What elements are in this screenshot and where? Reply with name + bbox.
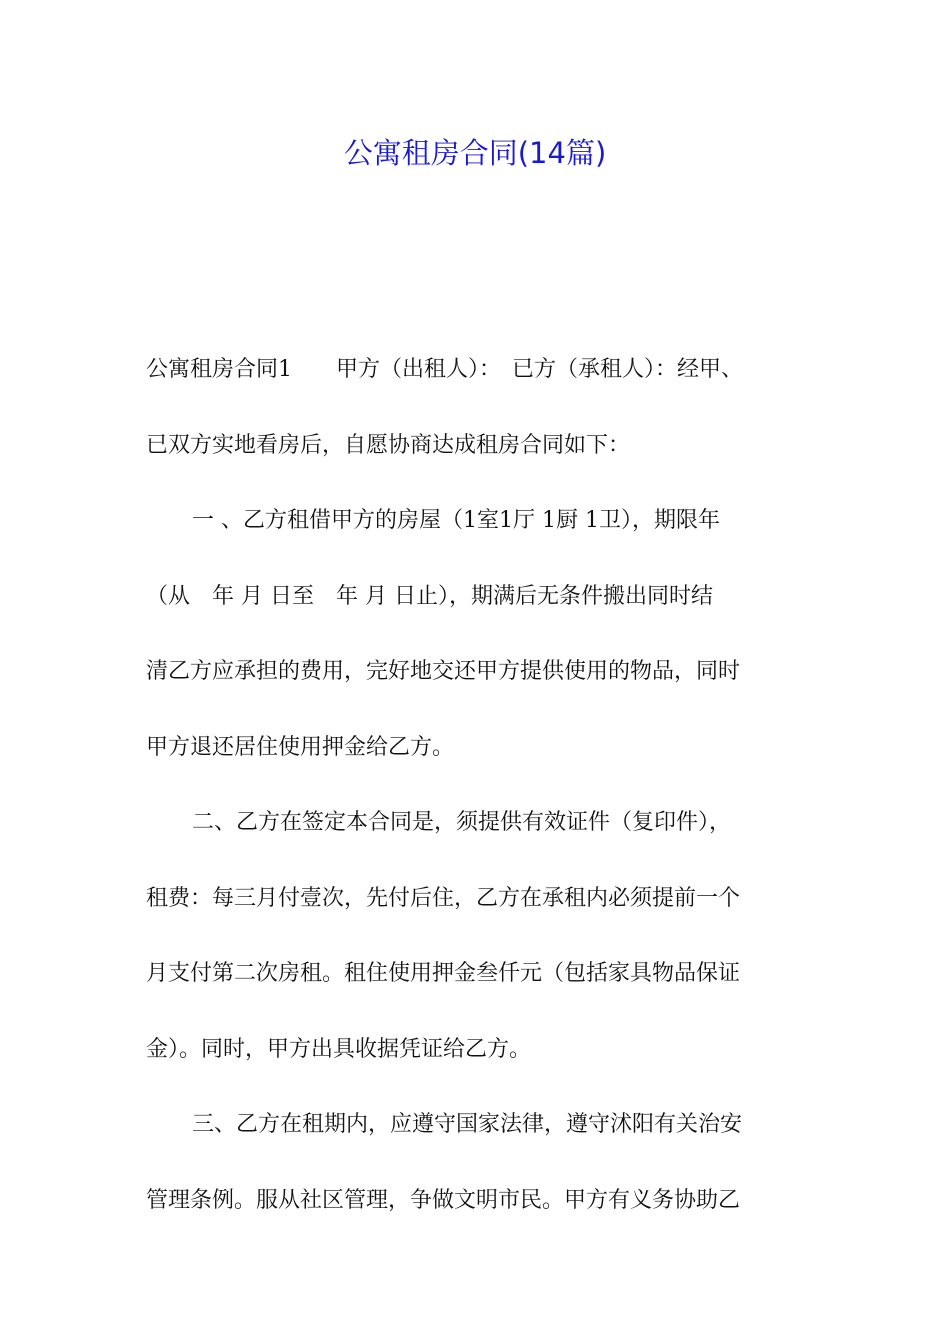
document-title: 公寓租房合同(14篇) — [343, 136, 607, 170]
body-line: 公寓租房合同1 甲方（出租人）： 已方（承租人）：经甲、 — [146, 357, 743, 382]
body-line: 甲方退还居住使用押金给乙方。 — [146, 734, 455, 760]
body-line: 月支付第二次房租。租住使用押金叁仟元（包括家具物品保证 — [146, 961, 741, 986]
body-line: 租费：每三月付壹次，先付后住，乙方在承租内必须提前一个 — [146, 885, 741, 911]
body-line: 一 、乙方租借甲方的房屋（1室1厅 1厨 1卫），期限年 — [192, 508, 720, 533]
body-line: 金）。同时，甲方出具收据凭证给乙方。 — [146, 1036, 532, 1062]
body-line: 已双方实地看房后，自愿协商达成租房合同如下： — [146, 432, 631, 458]
body-line: 二、乙方在签定本合同是，须提供有效证件（复印件）， — [192, 810, 732, 835]
body-line: （从 年 月 日至 年 月 日止），期满后无条件搬出同时结 — [146, 583, 713, 609]
body-line: 清乙方应承担的费用，完好地交还甲方提供使用的物品，同时 — [146, 659, 741, 684]
body-line: 三、乙方在租期内，应遵守国家法律，遵守沭阳有关治安 — [192, 1112, 743, 1137]
document-body — [146, 332, 814, 1238]
body-line: 管理条例。服从社区管理，争做文明市民。甲方有义务协助乙 — [146, 1187, 741, 1213]
